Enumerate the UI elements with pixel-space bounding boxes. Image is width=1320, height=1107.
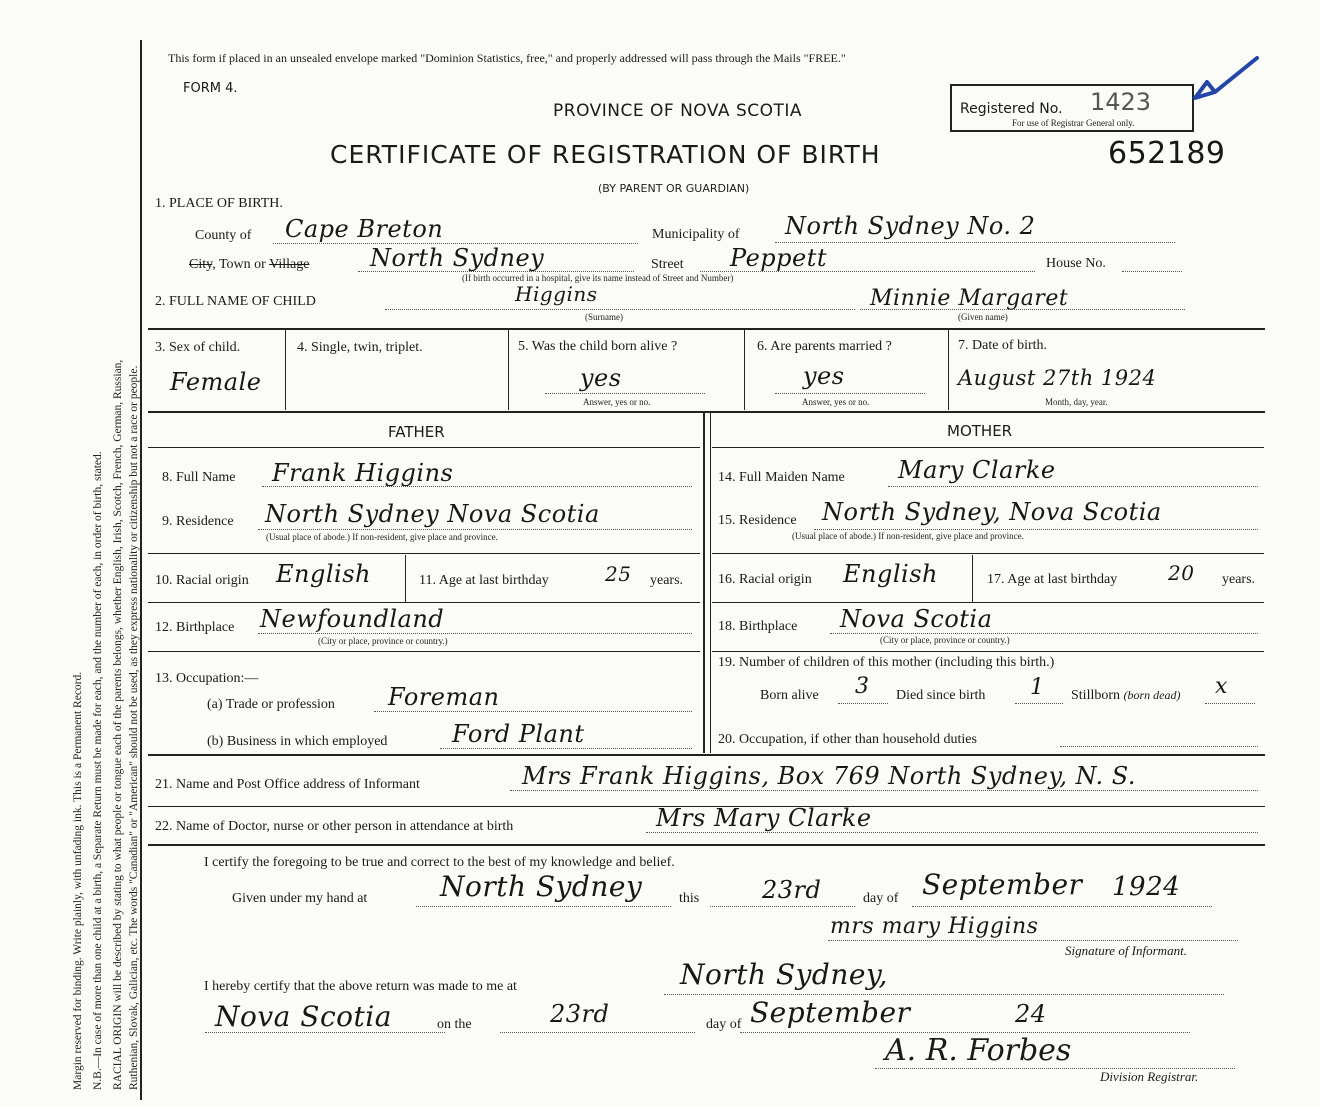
registrar-province-value: Nova Scotia [215,1000,392,1033]
registrar-general-note: For use of Registrar General only. [1012,118,1135,128]
given-place-value: North Sydney [440,870,643,903]
parents-married-value: yes [803,362,845,390]
born-alive-count-label: Born alive [760,688,819,703]
died-since-birth-label: Died since birth [896,688,986,703]
municipality-label: Municipality of [652,227,740,242]
father-race-label: 10. Racial origin [155,573,249,588]
city-label: City [189,257,213,272]
stillborn-label-text: Stillborn [1071,688,1121,703]
registered-label: Registered No. [960,101,1063,117]
born-alive-label: 5. Was the child born alive ? [518,339,678,354]
county-value: Cape Breton [285,215,444,243]
plurality-label: 4. Single, twin, triplet. [297,340,423,355]
father-business-label: (b) Business in which employed [207,734,388,749]
sex-label: 3. Sex of child. [155,340,241,355]
handwritten-number: 652189 [1108,136,1226,171]
registered-value: 1423 [1090,88,1152,116]
mother-heading: MOTHER [947,422,1013,440]
mother-residence-label: 15. Residence [718,513,797,528]
registrar-statement: I hereby certify that the above return was made to me at [204,979,517,994]
mother-race-value: English [843,560,938,588]
village-label: Village [269,257,310,272]
registrar-day-of-label: day of [706,1017,742,1032]
informant-signature-label: Signature of Informant. [1065,943,1187,958]
town-value: North Sydney [370,244,545,272]
father-trade-label: (a) Trade or profession [207,697,335,712]
mother-children-label: 19. Number of children of this mother (including this birth.) [718,655,1055,670]
street-value: Peppett [730,244,827,272]
mother-birthplace-value: Nova Scotia [840,605,993,633]
father-name-label: 8. Full Name [162,470,236,485]
died-since-birth-value: 1 [1030,675,1045,700]
this-label: this [679,891,700,906]
blue-check-icon [1185,50,1265,120]
surname-note: (Surname) [585,312,623,322]
sex-value: Female [170,368,262,396]
informant-signature: mrs mary Higgins [830,914,1039,939]
certificate-subtitle: (BY PARENT OR GUARDIAN) [598,182,750,195]
registrar-place-value: North Sydney, [680,958,888,991]
child-name-label: 2. FULL NAME OF CHILD [155,294,316,309]
registrar-signature: A. R. Forbes [885,1033,1072,1068]
doctor-value: Mrs Mary Clarke [656,804,872,832]
day-value: 23rd [762,876,822,904]
mother-birthplace-note: (City or place, province or country.) [880,635,1010,645]
municipality-value: North Sydney No. 2 [785,212,1036,240]
city-town-village-label [189,257,309,273]
born-alive-note: Answer, yes or no. [583,397,651,407]
stillborn-note: (born dead) [1123,688,1181,702]
date-of-birth-label: 7. Date of birth. [958,338,1048,353]
margin-line-1: Margin reserved for binding. Write plainly, with unfading ink. This is a Permanent Record. [72,671,84,1090]
day-of-label: day of [863,891,899,906]
place-of-birth-label: 1. PLACE OF BIRTH. [155,196,283,211]
registered-number-box [950,84,1194,132]
father-years-label: years. [650,573,684,588]
mother-residence-value: North Sydney, Nova Scotia [822,498,1162,526]
father-birthplace-note: (City or place, province or country.) [318,636,448,646]
born-alive-value: yes [580,364,622,392]
province-heading: PROVINCE OF NOVA SCOTIA [553,101,803,121]
father-birthplace-label: 12. Birthplace [155,620,235,635]
father-birthplace-value: Newfoundland [260,605,445,633]
doctor-label: 22. Name of Doctor, nurse or other person in attendance at birth [155,819,514,834]
mother-residence-note: (Usual place of abode.) If non-resident, give place and province. [792,531,1024,541]
certification-statement: I certify the foregoing to be true and correct to the best of my knowledge and belief. [204,855,675,870]
mail-notice: This form if placed in an unsealed envelope marked "Dominion Statistics, free," and properly addressed will pass through the Mails "FREE." [168,51,846,65]
parents-married-label: 6. Are parents married ? [757,339,892,354]
mother-years-label: years. [1222,572,1256,587]
father-residence-value: North Sydney Nova Scotia [265,500,600,528]
father-race-value: English [276,560,371,588]
month-value: September [922,868,1083,901]
father-trade-value: Foreman [388,683,500,711]
town-label: , Town or [212,257,266,272]
margin-divider [140,40,142,1100]
father-age-label: 11. Age at last birthday [419,573,549,588]
date-of-birth-note: Month, day, year. [1045,397,1108,407]
mother-occupation-label: 20. Occupation, if other than household duties [718,732,977,747]
father-name-value: Frank Higgins [272,459,454,487]
margin-notes [8,0,138,1107]
informant-label: 21. Name and Post Office address of Informant [155,777,420,792]
informant-value: Mrs Frank Higgins, Box 769 North Sydney, N. S. [522,762,1137,790]
child-given-name: Minnie Margaret [870,286,1069,311]
form-number: FORM 4. [183,81,238,96]
given-name-note: (Given name) [958,312,1008,322]
division-registrar-label: Division Registrar. [1100,1069,1199,1084]
on-the-label: on the [437,1017,472,1032]
street-label: Street [651,257,684,272]
father-business-value: Ford Plant [452,720,585,748]
father-occupation-label: 13. Occupation:— [155,671,259,686]
hospital-note: (If birth occurred in a hospital, give its name instead of Street and Number) [462,273,734,283]
father-heading: FATHER [388,423,445,441]
county-label: County of [195,228,252,243]
father-residence-label: 9. Residence [162,514,234,529]
certificate-title: CERTIFICATE OF REGISTRATION OF BIRTH [330,140,881,169]
house-number-label: House No. [1046,256,1106,271]
margin-line-3: RACIAL ORIGIN will be described by stating to what people or tongue each of the parents belongs, whether English, Irish, Scotch, French, German, Russian, [112,359,124,1090]
parents-married-note: Answer, yes or no. [802,397,870,407]
given-under-label: Given under my hand at [232,891,368,906]
year-value: 1924 [1112,872,1181,902]
date-of-birth-value: August 27th 1924 [958,366,1157,390]
stillborn-value: x [1215,674,1228,699]
registrar-day-value: 23rd [550,1000,610,1028]
father-age-value: 25 [605,562,632,586]
father-residence-note: (Usual place of abode.) If non-resident, give place and province. [266,532,498,542]
registrar-month-value: September [750,996,911,1029]
mother-birthplace-label: 18. Birthplace [718,619,798,634]
mother-name-label: 14. Full Maiden Name [718,470,845,485]
mother-age-label: 17. Age at last birthday [987,572,1118,587]
mother-race-label: 16. Racial origin [718,572,812,587]
born-alive-count-value: 3 [855,674,870,699]
mother-age-value: 20 [1168,561,1195,585]
margin-line-4: Ruthenian, Slovak, Galician, etc. The words "Canadian" or "American" should not be used, as they express nationality or citizenship but not a race or people. [128,365,140,1090]
child-surname: Higgins [515,282,598,306]
mother-name-value: Mary Clarke [898,456,1056,484]
margin-line-2: N.B.—In case of more than one child at a birth, a Separate Return must be made for each, and the number of each, in order of birth, stated. [92,451,104,1090]
registrar-year-value: 24 [1015,1000,1047,1028]
stillborn-label [1071,688,1181,704]
